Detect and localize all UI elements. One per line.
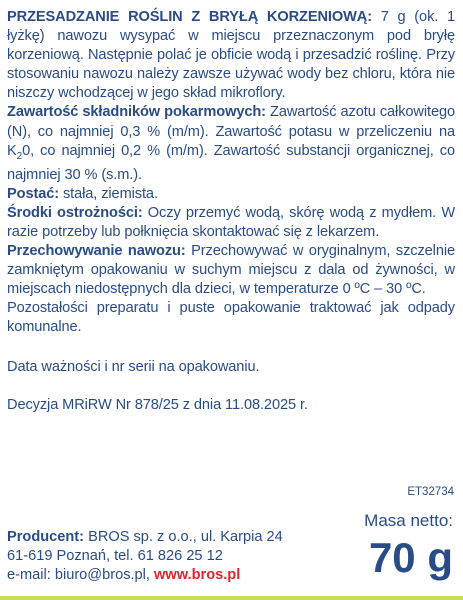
producer-email: e-mail: biuro@bros.pl, [7,567,155,584]
producer-block [7,528,307,585]
nutrients-paragraph [7,103,455,184]
producer-website: www.bros.pl [154,567,241,584]
producer-line-1 [7,528,307,547]
storage-heading: Przechowywanie nawozu: [7,243,186,260]
decision-paragraph: Decyzja MRiRW Nr 878/25 z dnia 11.08.2025 r. [7,396,308,413]
precautions-paragraph [7,204,455,242]
transplant-text: 7 g (ok. 1 łyżkę) nawozu wysypać w miejscu przeznaczonym pod bryłę korzeniową. Następnie polać je obficie wodą i przesadzić roślinę. Przy stosowaniu nawozu należy zawsze używać wody bez chloru, która nie niszczy wchodzącej w jego skład mikroflory. [7,9,455,102]
storage-text: Przechowywać w oryginalnym, szczelnie zamkniętym opakowaniu w suchym miejscu z dala od żywności, w miejscach niedostępnych dla dzieci, w temperaturze 0 ºC – 30 ºC. [7,243,455,298]
net-weight-value: 70 g [368,534,453,581]
transplant-paragraph [7,8,455,103]
storage-paragraph [7,242,455,299]
form-paragraph [7,185,455,204]
producer-line-2: 61-619 Poznań, tel. 61 826 25 12 [7,548,223,565]
net-weight-label: Masa netto: [364,511,453,530]
label-text-block [7,8,455,415]
precautions-heading: Środki ostrożności: [7,204,143,221]
nutrients-text-2: 0, co najmniej 0,2 % (m/m). Zawartość substancji organicznej, co najmniej 30 % (s.m.). [7,142,455,183]
expiry-paragraph: Data ważności i nr serii na opakowaniu. [7,358,260,375]
form-heading: Postać: [7,185,60,202]
leftovers-paragraph: Pozostałości preparatu i puste opakowanie traktować jak odpady komunalne. [7,300,455,336]
producer-heading: Producent: [7,529,85,545]
nutrients-heading: Zawartość składników pokarmowych: [7,104,266,121]
producer-address: BROS sp. z o.o., ul. Karpia 24 [84,529,283,545]
transplant-heading: PRZESADZANIE ROŚLIN Z BRYŁĄ KORZENIOWĄ: [7,9,372,25]
nutrients-text-1: Zawartość azotu całkowitego (N), co najmniej 0,3 % (m/m). Zawartość potasu w przeliczeniu na K [7,104,455,159]
form-text: stała, ziemista. [59,185,158,202]
potassium-subscript: 2 [16,150,23,162]
producer-line-3 [7,566,307,585]
product-code: ET32734 [407,486,454,498]
green-bottom-edge [0,596,463,600]
precautions-text: Oczy przemyć wodą, skórę wodą z mydłem. W razie potrzeby lub połknięcia skontaktować się z lekarzem. [7,204,455,240]
